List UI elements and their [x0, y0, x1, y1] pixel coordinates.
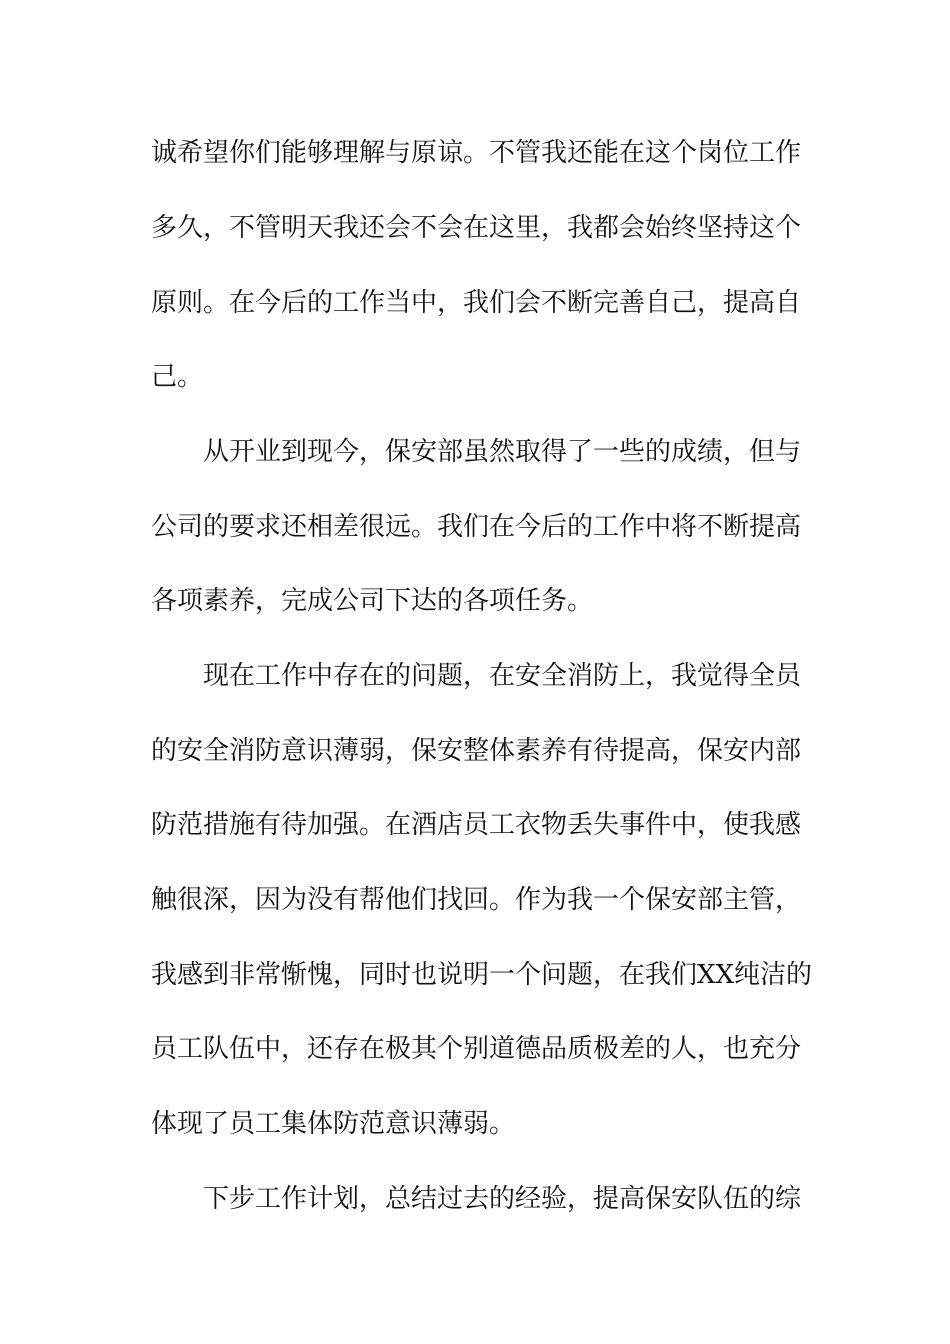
text-line: 防范措施有待加强。在酒店员工衣物丢失事件中，使我感 — [151, 810, 802, 840]
text-line: 诚希望你们能够理解与原谅。不管我还能在这个岗位工作 — [151, 138, 802, 168]
text-line: 触很深，因为没有帮他们找回。作为我一个保安部主管， — [151, 885, 802, 915]
text-line: 原则。在今后的工作当中，我们会不断完善自己，提高自 — [151, 288, 802, 318]
text-line: 体现了员工集体防范意识薄弱。 — [151, 1109, 516, 1139]
text-line: 各项素养，完成公司下达的各项任务。 — [151, 586, 594, 616]
paragraph-first-line: 现在工作中存在的问题，在安全消防上，我觉得全员 — [203, 661, 802, 691]
text-line: 己。 — [151, 362, 204, 392]
paragraph-first-line: 从开业到现今，保安部虽然取得了一些的成绩，但与 — [203, 437, 802, 467]
text-line: 我感到非常惭愧，同时也说明一个问题，在我们XX纯洁的 — [151, 960, 813, 990]
text-line: 公司的要求还相差很远。我们在今后的工作中将不断提高 — [151, 512, 802, 542]
text-line: 的安全消防意识薄弱，保安整体素养有待提高，保安内部 — [151, 736, 802, 766]
text-line: 多久，不管明天我还会不会在这里，我都会始终坚持这个 — [151, 213, 802, 243]
text-line: 员工队伍中，还存在极其个别道德品质极差的人，也充分 — [151, 1034, 802, 1064]
paragraph-first-line: 下步工作计划，总结过去的经验，提高保安队伍的综 — [203, 1184, 802, 1214]
